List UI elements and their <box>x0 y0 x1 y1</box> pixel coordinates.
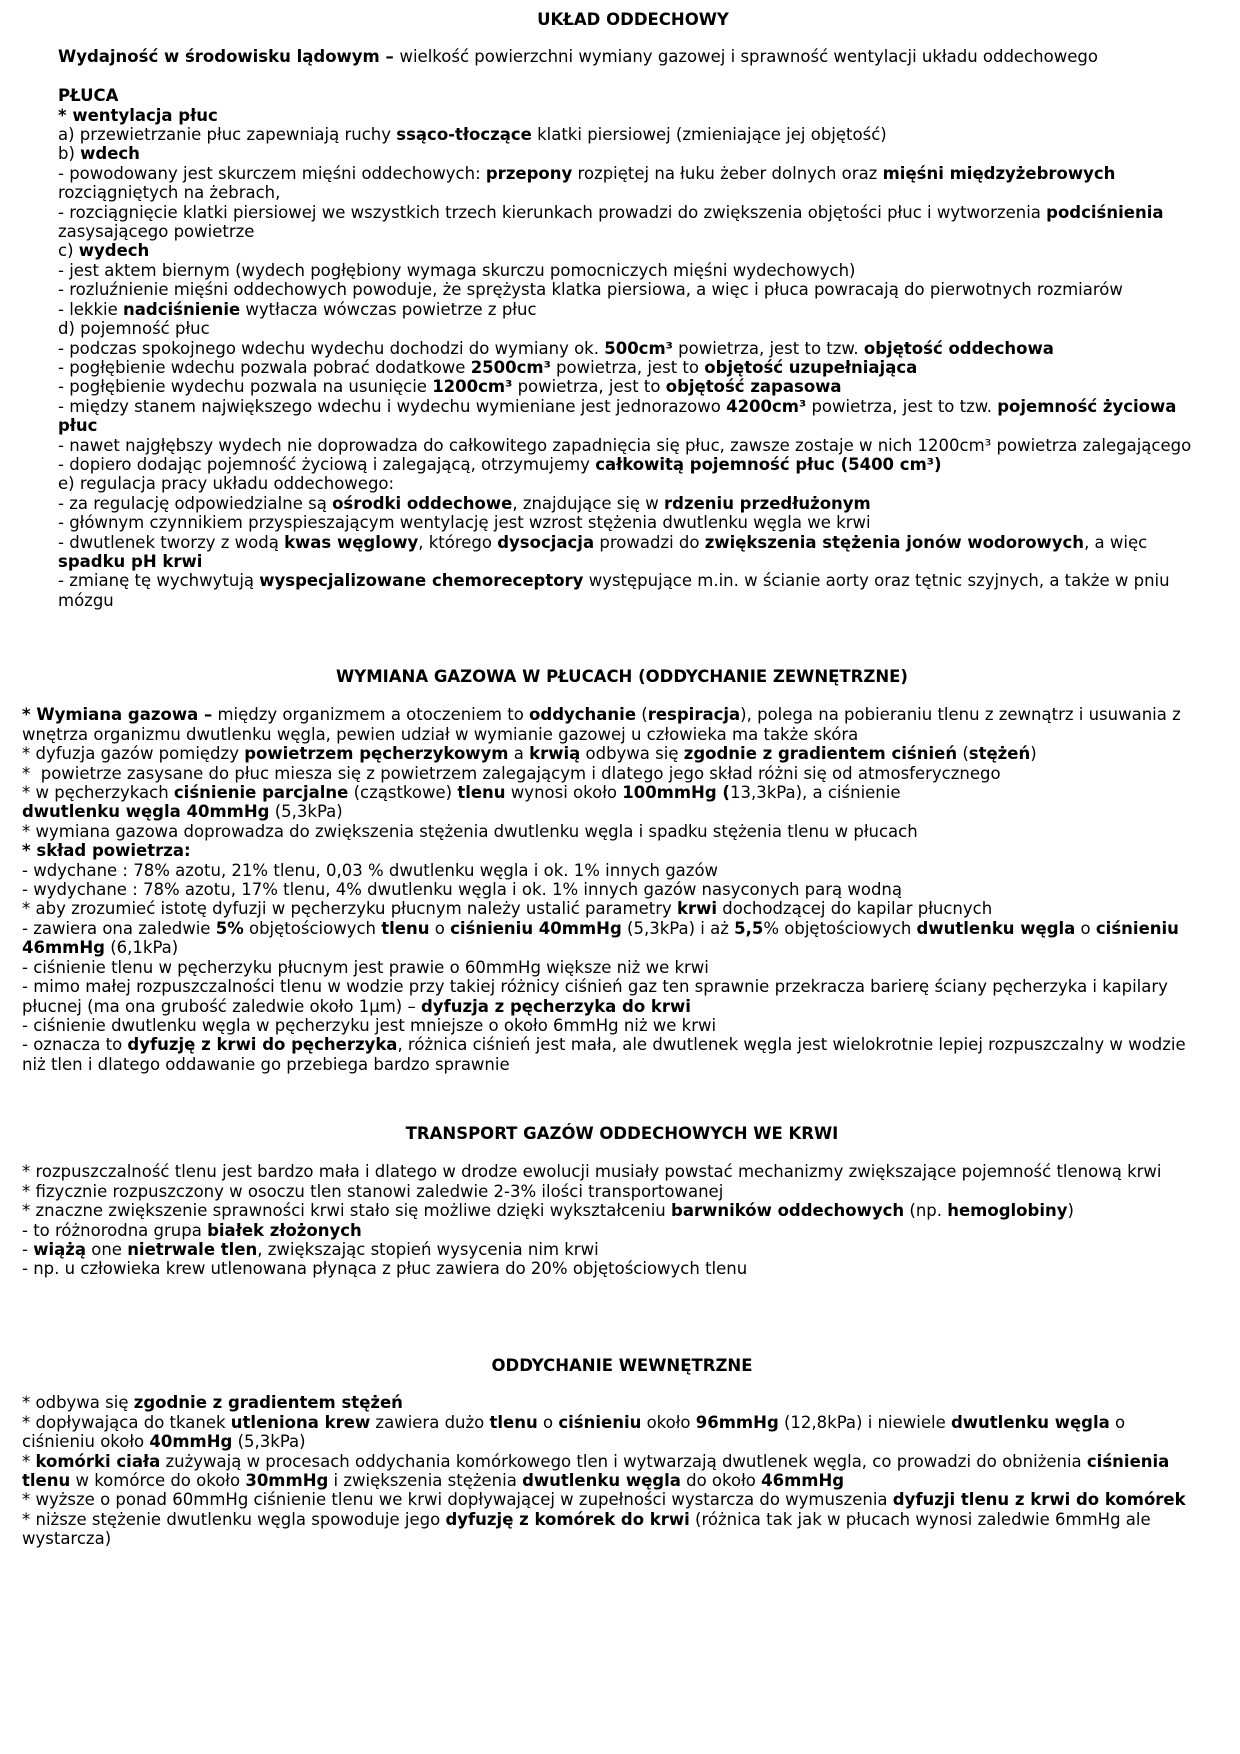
bold-text-run: krwi <box>677 899 718 919</box>
text-line <box>22 841 1222 860</box>
text-run: (np. <box>904 1201 948 1221</box>
text-run: - np. u człowieka krew utlenowana płynąca z płuc zawiera do 20% objętościowych tlenu <box>22 1259 748 1279</box>
text-run: wytłacza wówczas powietrze z płuc <box>240 299 537 319</box>
bold-text-run: barwników oddechowych <box>671 1201 905 1221</box>
bold-text-run: nietrwale tlen <box>127 1240 258 1260</box>
text-run: * rozpuszczalność tlenu jest bardzo mała i dlatego w drodze ewolucji musiały powstać mechanizmy zwiększające pojemność tlenową krwi <box>22 1162 1162 1182</box>
text-line <box>58 261 1208 280</box>
text-run: - oznacza to <box>22 1035 128 1055</box>
text-line <box>22 1510 1222 1529</box>
bold-text-run: oddychanie <box>529 705 637 725</box>
text-run: zasysającego powietrze <box>58 222 255 242</box>
bold-text-run: tlenu <box>457 783 506 803</box>
text-run: mózgu <box>58 590 114 610</box>
bold-text-run: płuc <box>58 416 98 436</box>
bold-text-run: 96mmHg <box>695 1412 779 1432</box>
text-run: w komórce do około <box>70 1471 246 1491</box>
bold-text-run: ciśnienie parcjalne <box>173 783 349 803</box>
text-line <box>58 183 1208 202</box>
text-run: ) <box>1030 744 1037 764</box>
text-line <box>22 997 1222 1016</box>
text-line <box>58 241 1208 260</box>
bold-text-run: dwutlenku węgla <box>522 1471 681 1491</box>
text-run: - podczas spokojnego wdechu wydechu dochodzi do wymiany ok. <box>58 338 605 358</box>
text-line <box>22 880 1222 899</box>
text-run: e) regulacja pracy układu oddechowego: <box>58 474 395 494</box>
text-run: one <box>85 1240 128 1260</box>
text-line <box>58 416 1208 435</box>
text-run: ( <box>957 744 969 764</box>
text-run: * dyfuzja gazów pomiędzy <box>22 744 245 764</box>
text-run: * aby zrozumieć istotę dyfuzji w pęcherzyku płucnym należy ustalić parametry <box>22 899 677 919</box>
text-run: występujące m.in. w ścianie aorty oraz tętnic szyjnych, a także w pniu <box>583 571 1170 591</box>
text-run: * fizycznie rozpuszczony w osoczu tlen stanowi zaledwie 2-3% ilości transportowanej <box>22 1181 724 1201</box>
bold-text-run: dwutlenku węgla <box>950 1412 1110 1432</box>
text-line <box>22 1529 1222 1548</box>
bold-text-run: ciśnieniu 40mmHg <box>450 918 622 938</box>
bold-text-run: dwutlenku węgla <box>916 918 1076 938</box>
bold-text-run: respiracja <box>647 705 741 725</box>
text-run: , a więc <box>1084 532 1148 552</box>
bold-text-run: wydech <box>78 241 150 261</box>
text-line <box>22 938 1222 957</box>
text-run: ciśnieniu około <box>22 1432 150 1452</box>
text-run: a <box>508 744 530 764</box>
text-run: * <box>22 1451 36 1471</box>
text-line <box>22 1452 1222 1471</box>
text-run: o <box>1075 918 1096 938</box>
text-line <box>58 358 1208 377</box>
bold-text-run: białek złożonych <box>207 1220 362 1240</box>
text-run: dochodzącej do kapilar płucnych <box>717 899 993 919</box>
section-body <box>58 47 1208 610</box>
bold-text-run: kwas węglowy <box>284 532 419 552</box>
bold-text-run: mięśni międzyżebrowych <box>882 163 1116 183</box>
bold-text-run: 5,5 <box>734 918 764 938</box>
text-line <box>22 1240 1222 1259</box>
text-run: * wymiana gazowa doprowadza do zwiększenia stężenia dwutlenku węgla i spadku stężenia tlenu w płucach <box>22 821 918 841</box>
text-run: o <box>429 918 451 938</box>
text-run: * wyższe o ponad 60mmHg ciśnienie tlenu we krwi dopływającej w zupełności wystarcza do wymuszenia <box>22 1490 893 1510</box>
bold-text-run: dyfuzja z pęcherzyka do krwi <box>421 996 691 1016</box>
text-line <box>58 164 1208 183</box>
bold-text-run: tlenu <box>381 918 430 938</box>
text-line <box>22 958 1222 977</box>
text-line <box>22 861 1222 880</box>
text-line <box>58 47 1208 66</box>
section-oddychanie-wewnetrzne <box>22 1356 1222 1549</box>
text-run: - mimo małej rozpuszczalności tlenu w wodzie przy takiej różnicy ciśnień gaz ten sprawnie przekracza barierę ściany pęcherzyka i kapilary <box>22 977 1168 997</box>
bold-text-run: całkowitą pojemność płuc (5400 cm³) <box>595 454 942 474</box>
text-line <box>58 203 1208 222</box>
bold-text-run: dyfuzję z krwi do pęcherzyka <box>127 1035 398 1055</box>
text-line <box>58 300 1208 319</box>
text-run: , znajdujące się w <box>512 493 665 513</box>
text-run: płucnej (ma ona grubość zaledwie około 1µm) – <box>22 996 421 1016</box>
text-run: wynosi około <box>505 783 623 803</box>
bold-text-run: 1200cm³ <box>432 377 513 397</box>
text-line <box>58 222 1208 241</box>
text-line <box>22 1432 1222 1451</box>
text-run: powietrza, jest to tzw. <box>806 396 998 416</box>
bold-text-run: * skład powietrza: <box>22 841 191 861</box>
text-run: wielkość powierzchni wymiany gazowej i sprawność wentylacji układu oddechowego <box>399 47 1098 67</box>
text-run: c) <box>58 241 79 261</box>
bold-text-run: 2500cm³ <box>470 357 551 377</box>
bold-text-run: ośrodki oddechowe <box>332 493 513 513</box>
text-run: (5,3kPa) <box>269 802 343 822</box>
text-line <box>22 899 1222 918</box>
bold-text-run: zwiększenia stężenia jonów wodorowych <box>704 532 1085 552</box>
text-line <box>22 802 1222 821</box>
text-line <box>58 377 1208 396</box>
section-body <box>22 705 1222 1074</box>
bold-text-run: hemoglobiny <box>947 1201 1068 1221</box>
section-body <box>22 1162 1222 1278</box>
text-run: * niższe stężenie dwutlenku węgla spowoduje jego <box>22 1509 446 1529</box>
bold-text-run: tlenu <box>489 1412 538 1432</box>
text-line <box>58 280 1208 299</box>
text-run: 13,3kPa), a ciśnienie <box>729 783 901 803</box>
text-line <box>58 319 1208 338</box>
text-run: zawiera dużo <box>370 1412 490 1432</box>
text-run: powietrza, jest to <box>512 377 666 397</box>
text-run: zużywają w procesach oddychania komórkowego tlen i wytwarzają dwutlenek węgla, co prowadzi do obniżenia <box>160 1451 1087 1471</box>
bold-text-run: 40mmHg <box>149 1432 233 1452</box>
text-run: prowadzi do <box>594 532 705 552</box>
text-run: do około <box>680 1471 762 1491</box>
text-line <box>58 397 1208 416</box>
text-line <box>22 1490 1222 1509</box>
text-line <box>58 513 1208 532</box>
text-line <box>22 1413 1222 1432</box>
text-run: rozciągniętych na żebrach, <box>58 183 281 203</box>
bold-text-run: spadku pH krwi <box>58 551 203 571</box>
text-run: wystarcza) <box>22 1529 112 1549</box>
bold-text-run: powietrzem pęcherzykowym <box>244 744 509 764</box>
text-line <box>22 1259 1222 1278</box>
text-run: - <box>22 1240 34 1260</box>
bold-text-run: Wydajność w środowisku lądowym – <box>58 47 400 67</box>
bold-text-run: krwią <box>529 744 581 764</box>
text-run: rozpiętej na łuku żeber dolnych oraz <box>572 163 883 183</box>
section-title: WYMIANA GAZOWA W PŁUCACH (ODDYCHANIE ZEWNĘTRZNE) <box>336 667 908 686</box>
text-line <box>58 106 1208 125</box>
text-line <box>22 1393 1222 1412</box>
text-line <box>58 86 1208 105</box>
text-run: odbywa się <box>580 744 684 764</box>
bold-text-run: ssąco-tłoczące <box>396 125 532 145</box>
text-run: - nawet najgłębszy wydech nie doprowadza do całkowitego zapadnięcia się płuc, zawsze zostaje w nich 1200cm³ powietrza zalegającego <box>58 435 1192 455</box>
text-line <box>58 339 1208 358</box>
section-title: UKŁAD ODDECHOWY <box>537 10 729 29</box>
text-run: - zmianę tę wychwytują <box>58 571 260 591</box>
text-run: - to różnorodna grupa <box>22 1220 208 1240</box>
text-run: - rozciągnięcie klatki piersiowej we wszystkich trzech kierunkach prowadzi do zwiększenia objętości płuc i wytworzenia <box>58 202 1047 222</box>
text-run: (5,3kPa) <box>232 1432 306 1452</box>
text-line <box>58 144 1208 163</box>
text-run: - lekkie <box>58 299 124 319</box>
bold-text-run: dwutlenku węgla 40mmHg <box>22 802 270 822</box>
text-run: - ciśnienie dwutlenku węgla w pęcherzyku jest mniejsze o około 6mmHg niż we krwi <box>22 1015 717 1035</box>
text-run: , zwiększając stopień wysycenia nim krwi <box>257 1240 599 1260</box>
text-run: około <box>641 1412 696 1432</box>
bold-text-run: wyspecjalizowane chemoreceptory <box>259 571 584 591</box>
bold-text-run: nadciśnienie <box>123 299 241 319</box>
text-line <box>58 436 1208 455</box>
text-run: (12,8kPa) i niewiele <box>778 1412 951 1432</box>
text-line <box>58 455 1208 474</box>
bold-text-run: podciśnienia <box>1046 202 1164 222</box>
bold-text-run: utleniona krew <box>230 1412 371 1432</box>
text-run: , różnica ciśnień jest mała, ale dwutlenek węgla jest wielokrotnie lepiej rozpuszczalny w wodzie <box>397 1035 1186 1055</box>
section-body <box>22 1393 1222 1548</box>
text-line <box>22 1035 1222 1054</box>
text-line <box>22 1162 1222 1181</box>
text-run: ) <box>1067 1201 1074 1221</box>
text-run: - jest aktem biernym (wydech pogłębiony wymaga skurczu pomocniczych mięśni wydechowych) <box>58 260 856 280</box>
text-run: - pogłębienie wdechu pozwala pobrać dodatkowe <box>58 357 471 377</box>
text-run: wnętrza organizmu dwutlenku węgla, pewien udział w wymianie gazowej u człowieka ma także skóra <box>22 724 859 744</box>
text-line <box>22 1016 1222 1035</box>
text-run: - pogłębienie wydechu pozwala na usunięcie <box>58 377 433 397</box>
text-run: klatki piersiowej (zmieniające jej objętość) <box>531 125 887 145</box>
text-run: - powodowany jest skurczem mięśni oddechowych: <box>58 163 486 183</box>
text-run: - ciśnienie tlenu w pęcherzyku płucnym jest prawie o 60mmHg większe niż we krwi <box>22 957 709 977</box>
bold-text-run: PŁUCA <box>58 86 119 106</box>
text-run: objętościowych <box>243 918 382 938</box>
text-run: d) pojemność płuc <box>58 319 210 339</box>
bold-text-run: tlenu <box>22 1471 71 1491</box>
text-run: o <box>1109 1412 1126 1432</box>
text-run: * znaczne zwiększenie sprawności krwi stało się możliwe dzięki wykształceniu <box>22 1201 672 1221</box>
bold-text-run: wdech <box>80 144 140 164</box>
text-run: a) przewietrzanie płuc zapewniają ruchy <box>58 125 397 145</box>
text-run: powietrza, jest to <box>550 357 705 377</box>
text-run: * powietrze zasysane do płuc miesza się z powietrzem zalegającym i dlatego jego skład różni się od atmosferycznego <box>22 763 1001 783</box>
bold-text-run: 46mmHg <box>761 1471 845 1491</box>
bold-text-run: * wentylacja płuc <box>58 105 218 125</box>
bold-text-run: objętość zapasowa <box>665 377 842 397</box>
text-line <box>58 494 1208 513</box>
text-run: - między stanem największego wdechu i wydechu wymieniane jest jednorazowo <box>58 396 727 416</box>
text-run: niż tlen i dlatego oddawanie go przebiega bardzo sprawnie <box>22 1054 510 1074</box>
text-run: (5,3kPa) i aż <box>621 918 735 938</box>
text-run: między organizmem a otoczeniem to <box>212 705 530 725</box>
bold-text-run: stężeń <box>968 744 1031 764</box>
bold-text-run: objętość uzupełniająca <box>704 357 918 377</box>
text-run: , którego <box>418 532 498 552</box>
text-run: - głównym czynnikiem przyspieszającym wentylację jest wzrost stężenia dwutlenku węgla we krwi <box>58 513 871 533</box>
text-line <box>58 591 1208 610</box>
text-line <box>22 725 1222 744</box>
text-run: - za regulację odpowiedzialne są <box>58 493 333 513</box>
text-run: * w pęcherzykach <box>22 783 174 803</box>
text-run: o <box>537 1412 559 1432</box>
section-uklad-oddechowy <box>58 10 1208 610</box>
text-run: - wydychane : 78% azotu, 17% tlenu, 4% dwutlenku węgla i ok. 1% innych gazów nasyconych parą wodną <box>22 880 903 900</box>
bold-text-run: przepony <box>485 163 573 183</box>
section-transport-gazow <box>22 1124 1222 1279</box>
text-line <box>58 67 1208 86</box>
text-run: * dopływająca do tkanek <box>22 1412 231 1432</box>
text-line <box>58 125 1208 144</box>
text-line <box>22 764 1222 783</box>
text-run: b) <box>58 144 81 164</box>
text-run: - rozluźnienie mięśni oddechowych powoduje, że sprężysta klatka piersiowa, a więc i płuca powracają do pierwotnych rozmiarów <box>58 280 1123 300</box>
text-run: - dopiero dodając pojemność życiową i zalegającą, otrzymujemy <box>58 454 596 474</box>
section-title: TRANSPORT GAZÓW ODDECHOWYCH WE KRWI <box>405 1124 839 1143</box>
bold-text-run: ciśnieniu <box>1095 918 1179 938</box>
bold-text-run: zgodnie z gradientem stężeń <box>133 1393 403 1413</box>
bold-text-run: dyfuzji tlenu z krwi do komórek <box>892 1490 1186 1510</box>
text-run: - dwutlenek tworzy z wodą <box>58 532 285 552</box>
text-line <box>22 1182 1222 1201</box>
bold-text-run: dyfuzję z komórek do krwi <box>445 1509 690 1529</box>
bold-text-run: 5% <box>215 918 244 938</box>
bold-text-run: rdzeniu przedłużonym <box>664 493 871 513</box>
text-line <box>58 571 1208 590</box>
section-wymiana-gazowa <box>22 667 1222 1074</box>
text-line <box>22 822 1222 841</box>
text-run: (6,1kPa) <box>104 938 179 958</box>
bold-text-run: 30mmHg <box>245 1471 329 1491</box>
text-line <box>58 552 1208 571</box>
text-run: ( <box>636 705 648 725</box>
text-run: - wdychane : 78% azotu, 21% tlenu, 0,03 % dwutlenku węgla i ok. 1% innych gazów <box>22 860 719 880</box>
text-run: ), polega na pobieraniu tlenu z zewnątrz i usuwania z <box>740 705 1181 725</box>
text-line <box>22 1201 1222 1220</box>
bold-text-run: objętość oddechowa <box>863 338 1054 358</box>
text-line <box>58 533 1208 552</box>
text-run: (cząstkowe) <box>348 783 458 803</box>
bold-text-run: 500cm³ <box>604 338 673 358</box>
text-line <box>22 705 1222 724</box>
bold-text-run: pojemność życiowa <box>997 396 1177 416</box>
bold-text-run: wiążą <box>33 1240 86 1260</box>
bold-text-run: ciśnienia <box>1086 1451 1170 1471</box>
text-line <box>22 783 1222 802</box>
text-run: powietrza, jest to tzw. <box>672 338 864 358</box>
text-run: (różnica tak jak w płucach wynosi zaledwie 6mmHg ale <box>689 1509 1151 1529</box>
text-run: i zwiększenia stężenia <box>328 1471 523 1491</box>
text-line <box>22 977 1222 996</box>
text-line <box>22 1221 1222 1240</box>
bold-text-run: ciśnieniu <box>558 1412 642 1432</box>
text-line <box>22 1471 1222 1490</box>
bold-text-run: zgodnie z gradientem ciśnień <box>683 744 958 764</box>
text-line <box>22 744 1222 763</box>
text-line <box>58 474 1208 493</box>
bold-text-run: 4200cm³ <box>726 396 807 416</box>
bold-text-run: 100mmHg ( <box>622 783 730 803</box>
text-run: * odbywa się <box>22 1393 134 1413</box>
text-run: % objętościowych <box>763 918 917 938</box>
text-line <box>22 1055 1222 1074</box>
bold-text-run: komórki ciała <box>35 1451 161 1471</box>
text-run: - zawiera ona zaledwie <box>22 918 216 938</box>
bold-text-run: * Wymiana gazowa – <box>22 705 213 725</box>
section-title: ODDYCHANIE WEWNĘTRZNE <box>491 1356 753 1375</box>
bold-text-run: dysocjacja <box>497 532 595 552</box>
bold-text-run: 46mmHg <box>22 938 105 958</box>
text-line <box>22 919 1222 938</box>
